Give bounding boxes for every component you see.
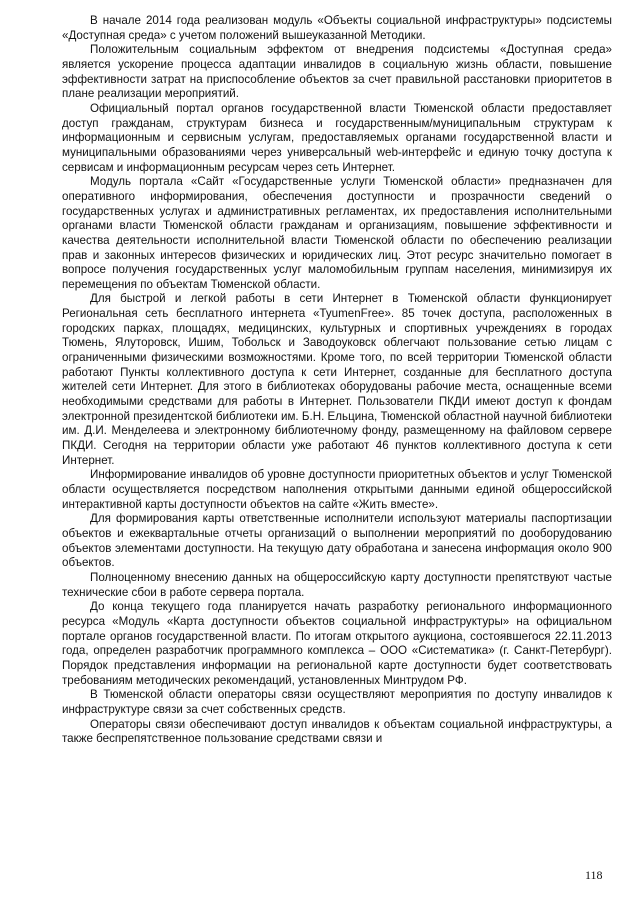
- paragraph-6: Информирование инвалидов об уровне доступности приоритетных объектов и услуг Тюменской области осуществляется посредством наполнения открытыми данными единой общероссийской интерактивной карты доступности объектов на сайте «Жить вместе».: [62, 468, 612, 511]
- paragraph-2: Положительным социальным эффектом от внедрения подсистемы «Доступная среда» является ускорение процесса адаптации инвалидов в социальную жизнь области, повышение эффективности затрат на приспособление объектов за счет правильной расстановки приоритетов в плане реализации мероприятий.: [62, 43, 612, 101]
- paragraph-7: Для формирования карты ответственные исполнители используют материалы паспортизации объектов и ежеквартальные отчеты организаций о выполнении мероприятий по дооборудованию объектов элементами доступности. На текущую дату обработана и занесена информация около 900 объектов.: [62, 512, 612, 570]
- paragraph-9: До конца текущего года планируется начать разработку регионального информационного ресурса «Модуль «Карта доступности объектов социальной инфраструктуры» на официальном портале органов государственной власти. По итогам открытого аукциона, состоявшегося 22.11.2013 года, определен разработчик программного комплекса – ООО «Систематика» (г. Санкт-Петербург). Порядок представления информации на региональной карте доступности будет соответствовать требованиям методических рекомендаций, установленных Минтрудом РФ.: [62, 600, 612, 687]
- paragraph-1: В начале 2014 года реализован модуль «Объекты социальной инфраструктуры» подсистемы «Доступная среда» с учетом положений вышеуказанной Методики.: [62, 14, 612, 42]
- paragraph-4: Модуль портала «Сайт «Государственные услуги Тюменской области» предназначен для оперативного информирования, обеспечения доступности и прозрачности сведений о государственных услугах и административных регламентах, их предоставления исполнительными органами власти Тюменской области гражданам и организациям, повышение эффективности и качества деятельности исполнительной власти Тюменской области по обеспечению реализации прав и законных интересов физических и юридических лиц. Этот ресурс значительно помогает в вопросе получения государственных услуг маломобильным группам населения, минимизируя их перемещения по объектам Тюменской области.: [62, 175, 612, 291]
- page-number: 118: [585, 868, 603, 882]
- paragraph-3: Официальный портал органов государственной власти Тюменской области предоставляет доступ гражданам, структурам бизнеса и государственным/муниципальным структурам к информационным и сервисным услугам, предоставляемых органами государственной власти и муниципальными образованиями через универсальный web-интерфейс и единую точку доступа к сервисам и информационным ресурсам через сеть Интернет.: [62, 101, 612, 174]
- paragraph-10: В Тюменской области операторы связи осуществляют мероприятия по доступу инвалидов к инфраструктуре связи за счет собственных средств.: [62, 688, 612, 716]
- paragraph-5: Для быстрой и легкой работы в сети Интернет в Тюменской области функционирует Региональная сеть бесплатного интернета «TyumenFree». 85 точек доступа, расположенных в городских парках, площадях, медицинских, культурных и спортивных учреждениях в городах Тюмень, Ялуторовск, Ишим, Тобольск и Заводоуковск облегчают пользование сетью лицам с ограниченными физическими возможностями. Кроме того, по всей территории Тюменской области работают Пункты коллективного доступа к сети Интернет, созданные для бесплатного доступа жителей сети Интернет. Для этого в библиотеках оборудованы рабочие места, оснащенные всеми необходимыми средствами для работы в Интернет. Пользователи ПКДИ имеют доступ к фондам электронной президентской библиотеки им. Б.Н. Ельцина, Тюменской областной научной библиотеки им. Д.И. Менделеева и электронному библиотечному фонду, размещенному на файловом сервере ПКДИ. Сегодня на территории области уже работают 46 пунктов коллективного доступа к сети Интернет.: [62, 292, 612, 467]
- paragraph-8: Полноценному внесению данных на общероссийскую карту доступности препятствуют частые технические сбои в работе сервера портала.: [62, 570, 612, 599]
- body-text: [62, 14, 612, 747]
- paragraph-11: Операторы связи обеспечивают доступ инвалидов к объектам социальной инфраструктуры, а также беспрепятственное пользование средствами связи и: [62, 717, 612, 746]
